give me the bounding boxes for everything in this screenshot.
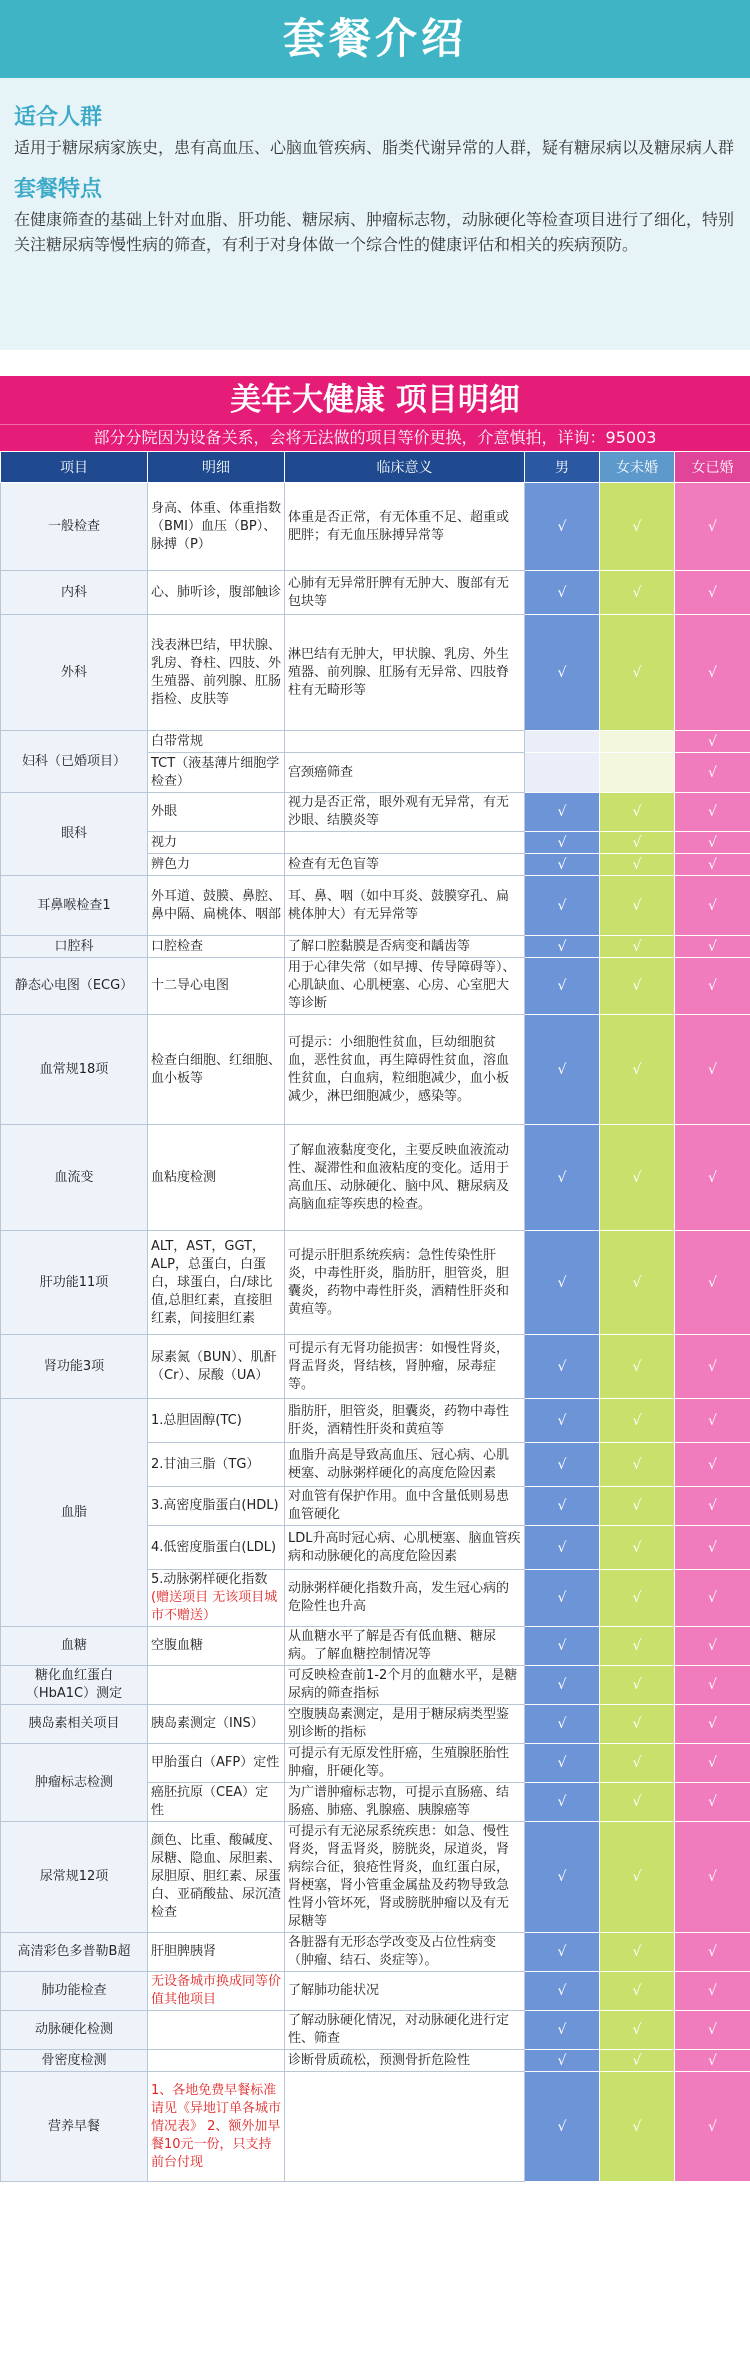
row-detail bbox=[148, 483, 285, 571]
row-item: 血流变 bbox=[1, 1125, 148, 1231]
table-row bbox=[1, 1822, 750, 1933]
row-item: 高清彩色多普勒B超 bbox=[1, 1933, 148, 1972]
row-meaning: 血脂升高是导致高血压、冠心病、心肌梗塞、动脉粥样硬化的高度危险因素 bbox=[285, 1443, 525, 1487]
header-detail: 明细 bbox=[148, 452, 285, 483]
check-female-married: √ bbox=[675, 936, 750, 958]
check-male: √ bbox=[525, 1972, 600, 2011]
row-detail-text: 视力 bbox=[151, 834, 178, 850]
row-item: 一般检查 bbox=[1, 483, 148, 571]
row-detail-text: 血粘度检测 bbox=[151, 1169, 217, 1185]
row-detail bbox=[148, 1015, 285, 1125]
row-detail-text: 心、肺听诊，腹部触诊 bbox=[151, 584, 282, 600]
page-header bbox=[0, 0, 750, 78]
table-row bbox=[1, 1231, 750, 1335]
check-female-single: √ bbox=[600, 1783, 675, 1822]
check-female-single: √ bbox=[600, 1399, 675, 1443]
check-female-single: √ bbox=[600, 615, 675, 731]
row-item: 肿瘤标志检测 bbox=[1, 1744, 148, 1822]
row-detail bbox=[148, 1231, 285, 1335]
check-female-married: √ bbox=[675, 1015, 750, 1125]
table-row bbox=[1, 2072, 750, 2182]
row-meaning: 可提示有无原发性肝癌，生殖腺胚胎性肿瘤，肝硬化等。 bbox=[285, 1744, 525, 1783]
check-male: √ bbox=[525, 2011, 600, 2050]
detail-title: 美年大健康 项目明细 bbox=[230, 382, 520, 418]
table-row bbox=[1, 1933, 750, 1972]
check-male: √ bbox=[525, 958, 600, 1015]
row-detail-note: 无设备城市换成同等价值其他项目 bbox=[151, 1974, 282, 2007]
table-row bbox=[1, 2011, 750, 2050]
row-detail bbox=[148, 793, 285, 832]
row-detail-note: 1、各地免费早餐标准请见《异地订单各城市情况表》 2、额外加早餐10元一份，只支持前台付现 bbox=[151, 2082, 282, 2170]
row-detail bbox=[148, 1705, 285, 1744]
table-row bbox=[1, 958, 750, 1015]
table-row bbox=[1, 2050, 750, 2072]
row-item: 眼科 bbox=[1, 793, 148, 876]
row-detail-text: 白带常规 bbox=[151, 733, 204, 749]
row-detail-text: 5.动脉粥样硬化指数 bbox=[151, 1572, 268, 1587]
row-detail-text: 肝胆脾胰肾 bbox=[151, 1944, 217, 1959]
row-meaning: 脂肪肝，胆管炎，胆囊炎，药物中毒性肝炎，酒精性肝炎和黄疸等 bbox=[285, 1399, 525, 1443]
check-female-single: √ bbox=[600, 936, 675, 958]
row-item: 动脉硬化检测 bbox=[1, 2011, 148, 2050]
table-row bbox=[1, 571, 750, 615]
check-female-married: √ bbox=[675, 1443, 750, 1487]
row-item: 胰岛素相关项目 bbox=[1, 1705, 148, 1744]
check-female-married: √ bbox=[675, 571, 750, 615]
row-meaning bbox=[285, 832, 525, 854]
header-male: 男 bbox=[525, 452, 600, 483]
check-male: √ bbox=[525, 854, 600, 876]
row-detail-text: TCT（液基薄片细胞学检查） bbox=[151, 755, 280, 789]
row-detail-text: 4.低密度脂蛋白(LDL) bbox=[151, 1539, 277, 1555]
row-meaning: 从血糖水平了解是否有低血糖、糖尿病。了解血糖控制情况等 bbox=[285, 1627, 525, 1666]
check-female-single: √ bbox=[600, 571, 675, 615]
check-female-married: √ bbox=[675, 1399, 750, 1443]
row-detail-text: 尿素氮（BUN）、肌酐（Cr）、尿酸（UA） bbox=[151, 1349, 277, 1383]
row-meaning: 检查有无色盲等 bbox=[285, 854, 525, 876]
check-female-married: √ bbox=[675, 1783, 750, 1822]
table-header-row bbox=[1, 452, 750, 483]
check-female-married: √ bbox=[675, 876, 750, 936]
row-meaning: 可提示有无泌尿系统疾患：如急、慢性肾炎，肾盂肾炎，膀胱炎，尿道炎，肾病综合征，狼疮性肾炎，血红蛋白尿，肾梗塞，肾小管重金属盐及药物导致急性肾小管坏死，肾或膀胱肿瘤以及有无尿糖等 bbox=[285, 1822, 525, 1933]
table-row bbox=[1, 1399, 750, 1443]
check-female-single: √ bbox=[600, 832, 675, 854]
row-item: 血脂 bbox=[1, 1399, 148, 1627]
check-female-married: √ bbox=[675, 1335, 750, 1399]
row-item: 营养早餐 bbox=[1, 2072, 148, 2182]
row-meaning: 用于心律失常（如早搏、传导障碍等）、心肌缺血、心肌梗塞、心房、心室肥大等诊断 bbox=[285, 958, 525, 1015]
row-item: 肺功能检查 bbox=[1, 1972, 148, 2011]
check-male: √ bbox=[525, 1487, 600, 1526]
row-meaning: 了解血液黏度变化，主要反映血液流动性、凝滞性和血液粘度的变化。适用于高血压、动脉硬化、脑中风、糖尿病及高脑血症等疾患的检查。 bbox=[285, 1125, 525, 1231]
row-detail-text: 外耳道、鼓膜、鼻腔、鼻中隔、扁桃体、咽部 bbox=[151, 888, 282, 922]
table-row bbox=[1, 731, 750, 753]
check-female-married: √ bbox=[675, 483, 750, 571]
check-female-single: √ bbox=[600, 1335, 675, 1399]
row-detail-note: (赠送项目 无该项目城市不赠送） bbox=[151, 1590, 278, 1623]
row-detail bbox=[148, 615, 285, 731]
check-female-single: √ bbox=[600, 1933, 675, 1972]
check-female-single: √ bbox=[600, 1705, 675, 1744]
check-female-married: √ bbox=[675, 832, 750, 854]
check-female-single: √ bbox=[600, 1015, 675, 1125]
row-detail bbox=[148, 1822, 285, 1933]
check-female-married: √ bbox=[675, 1972, 750, 2011]
check-female-single: √ bbox=[600, 1570, 675, 1627]
check-female-married: √ bbox=[675, 1125, 750, 1231]
check-male: √ bbox=[525, 1015, 600, 1125]
row-detail bbox=[148, 2011, 285, 2050]
check-female-married: √ bbox=[675, 1744, 750, 1783]
row-meaning bbox=[285, 731, 525, 753]
header-item: 项目 bbox=[1, 452, 148, 483]
row-detail bbox=[148, 832, 285, 854]
check-male: √ bbox=[525, 571, 600, 615]
table-row bbox=[1, 1627, 750, 1666]
row-meaning: 为广谱肿瘤标志物，可提示直肠癌、结肠癌、肺癌、乳腺癌、胰腺癌等 bbox=[285, 1783, 525, 1822]
row-detail bbox=[148, 1125, 285, 1231]
table-row bbox=[1, 793, 750, 832]
check-male bbox=[525, 753, 600, 793]
check-male: √ bbox=[525, 1822, 600, 1933]
header-meaning: 临床意义 bbox=[285, 452, 525, 483]
check-male: √ bbox=[525, 1705, 600, 1744]
check-male: √ bbox=[525, 483, 600, 571]
row-detail-text: 辨色力 bbox=[151, 856, 191, 872]
table-row bbox=[1, 1666, 750, 1705]
check-female-married: √ bbox=[675, 1666, 750, 1705]
detail-title-bar bbox=[0, 376, 750, 424]
table-row bbox=[1, 1705, 750, 1744]
check-female-single: √ bbox=[600, 1627, 675, 1666]
check-female-married: √ bbox=[675, 1627, 750, 1666]
check-male: √ bbox=[525, 1933, 600, 1972]
check-female-single: √ bbox=[600, 1125, 675, 1231]
row-meaning: 可提示：小细胞性贫血，巨幼细胞贫血，恶性贫血，再生障碍性贫血，溶血性贫血，白血病，粒细胞减少，血小板减少，淋巴细胞减少，感染等。 bbox=[285, 1015, 525, 1125]
table-row bbox=[1, 876, 750, 936]
notice-text: 部分分院因为设备关系，会将无法做的项目等价更换，介意慎拍，详询：95003 bbox=[93, 428, 657, 447]
check-female-single: √ bbox=[600, 1443, 675, 1487]
row-item: 糖化血红蛋白（HbA1C）测定 bbox=[1, 1666, 148, 1705]
check-female-married: √ bbox=[675, 1487, 750, 1526]
check-female-single: √ bbox=[600, 2011, 675, 2050]
row-item: 内科 bbox=[1, 571, 148, 615]
check-male: √ bbox=[525, 1443, 600, 1487]
table-row bbox=[1, 1015, 750, 1125]
check-female-married: √ bbox=[675, 1822, 750, 1933]
check-female-married: √ bbox=[675, 854, 750, 876]
check-male: √ bbox=[525, 615, 600, 731]
check-female-single: √ bbox=[600, 1972, 675, 2011]
header-female-single: 女未婚 bbox=[600, 452, 675, 483]
check-male: √ bbox=[525, 1570, 600, 1627]
table-row bbox=[1, 936, 750, 958]
check-male: √ bbox=[525, 876, 600, 936]
check-female-married: √ bbox=[675, 753, 750, 793]
table-row bbox=[1, 1972, 750, 2011]
check-female-married: √ bbox=[675, 1933, 750, 1972]
row-meaning: 体重是否正常，有无体重不足、超重或肥胖；有无血压脉搏异常等 bbox=[285, 483, 525, 571]
crowd-title: 适合人群 bbox=[14, 105, 103, 130]
row-detail bbox=[148, 753, 285, 793]
feature-title: 套餐特点 bbox=[14, 177, 103, 202]
check-female-single: √ bbox=[600, 1526, 675, 1570]
row-item: 静态心电图（ECG） bbox=[1, 958, 148, 1015]
row-meaning: 可反映检查前1-2个月的血糖水平，是糖尿病的筛查指标 bbox=[285, 1666, 525, 1705]
notice-bar bbox=[0, 424, 750, 451]
check-male: √ bbox=[525, 2050, 600, 2072]
row-meaning: 可提示肝胆系统疾病：急性传染性肝炎，中毒性肝炎，脂肪肝，胆管炎，胆囊炎，药物中毒性肝炎，酒精性肝炎和黄疸等。 bbox=[285, 1231, 525, 1335]
row-item: 尿常规12项 bbox=[1, 1822, 148, 1933]
check-male bbox=[525, 731, 600, 753]
row-detail-text: 胰岛素测定（INS） bbox=[151, 1716, 264, 1731]
row-meaning: 宫颈癌筛查 bbox=[285, 753, 525, 793]
row-meaning: 视力是否正常，眼外观有无异常，有无沙眼、结膜炎等 bbox=[285, 793, 525, 832]
row-item: 肝功能11项 bbox=[1, 1231, 148, 1335]
table-row bbox=[1, 1125, 750, 1231]
row-detail bbox=[148, 571, 285, 615]
row-item: 妇科（已婚项目） bbox=[1, 731, 148, 793]
row-meaning bbox=[285, 2072, 525, 2182]
table-row bbox=[1, 615, 750, 731]
check-male: √ bbox=[525, 832, 600, 854]
row-detail-text: 3.高密度脂蛋白(HDL) bbox=[151, 1498, 279, 1513]
row-meaning: 了解口腔黏膜是否病变和龋齿等 bbox=[285, 936, 525, 958]
row-meaning: 了解动脉硬化情况，对动脉硬化进行定性、筛查 bbox=[285, 2011, 525, 2050]
check-female-single: √ bbox=[600, 1666, 675, 1705]
row-detail bbox=[148, 1972, 285, 2011]
table-row bbox=[1, 1744, 750, 1783]
crowd-text: 适用于糖尿病家族史，患有高血压、心脑血管疾病、脂类代谢异常的人群，疑有糖尿病以及糖尿病人群 bbox=[14, 138, 735, 157]
row-meaning: 耳、鼻、咽（如中耳炎、鼓膜穿孔、扁桃体肿大）有无异常等 bbox=[285, 876, 525, 936]
check-male: √ bbox=[525, 1783, 600, 1822]
check-male: √ bbox=[525, 793, 600, 832]
intro-section bbox=[0, 78, 750, 350]
row-detail bbox=[148, 1526, 285, 1570]
check-male: √ bbox=[525, 936, 600, 958]
row-meaning: 对血管有保护作用。血中含量低则易患血管硬化 bbox=[285, 1487, 525, 1526]
row-detail bbox=[148, 958, 285, 1015]
check-female-single: √ bbox=[600, 2050, 675, 2072]
check-male: √ bbox=[525, 1627, 600, 1666]
check-female-single: √ bbox=[600, 2072, 675, 2182]
row-item: 耳鼻喉检查1 bbox=[1, 876, 148, 936]
items-table bbox=[0, 451, 750, 2182]
table-row bbox=[1, 1335, 750, 1399]
row-detail-text: 颜色、比重、酸碱度、尿糖、隐血、尿胆素、尿胆原、胆红素、尿蛋白、亚硝酸盐、尿沉渣检查 bbox=[151, 1833, 282, 1920]
row-meaning: 动脉粥样硬化指数升高，发生冠心病的危险性也升高 bbox=[285, 1570, 525, 1627]
check-female-married: √ bbox=[675, 615, 750, 731]
row-detail-text: ALT，AST，GGT，ALP，总蛋白，白蛋白，球蛋白，白/球比值,总胆红素，直接胆红素，间接胆红素 bbox=[151, 1238, 273, 1326]
row-detail-text: 空腹血糖 bbox=[151, 1638, 204, 1653]
row-detail-text: 十二导心电图 bbox=[151, 978, 230, 993]
row-detail bbox=[148, 876, 285, 936]
row-detail bbox=[148, 1933, 285, 1972]
row-item: 肾功能3项 bbox=[1, 1335, 148, 1399]
check-male: √ bbox=[525, 1744, 600, 1783]
row-meaning: 空腹胰岛素测定，是用于糖尿病类型鉴别诊断的指标 bbox=[285, 1705, 525, 1744]
row-detail bbox=[148, 1666, 285, 1705]
row-detail bbox=[148, 2050, 285, 2072]
check-female-single: √ bbox=[600, 854, 675, 876]
check-female-married: √ bbox=[675, 2072, 750, 2182]
row-detail-text: 浅表淋巴结，甲状腺、乳房、脊柱、四肢、外生殖器、前列腺、肛肠指检、皮肤等 bbox=[151, 637, 282, 707]
check-female-single: √ bbox=[600, 1744, 675, 1783]
row-detail-text: 癌胚抗原（CEA）定性 bbox=[151, 1785, 269, 1818]
check-female-single bbox=[600, 731, 675, 753]
row-detail bbox=[148, 1443, 285, 1487]
table-body bbox=[1, 483, 750, 2182]
row-item: 口腔科 bbox=[1, 936, 148, 958]
check-female-married: √ bbox=[675, 1705, 750, 1744]
row-item: 血常规18项 bbox=[1, 1015, 148, 1125]
row-detail bbox=[148, 1783, 285, 1822]
check-female-married: √ bbox=[675, 958, 750, 1015]
row-detail bbox=[148, 1399, 285, 1443]
check-male: √ bbox=[525, 1231, 600, 1335]
row-detail-text: 口腔检查 bbox=[151, 938, 204, 954]
check-male: √ bbox=[525, 1666, 600, 1705]
row-detail bbox=[148, 1627, 285, 1666]
row-detail-text: 1.总胆固醇(TC) bbox=[151, 1412, 242, 1428]
row-detail-text: 身高、体重、体重指数（BMI）血压（BP）、脉搏（P） bbox=[151, 500, 282, 552]
row-detail bbox=[148, 936, 285, 958]
feature-text: 在健康筛查的基础上针对血脂、肝功能、糖尿病、肿瘤标志物，动脉硬化等检查项目进行了细化，特别关注糖尿病等慢性病的筛查，有利于对身体做一个综合性的健康评估和相关的疾病预防。 bbox=[14, 210, 735, 254]
check-male: √ bbox=[525, 1335, 600, 1399]
row-meaning: 各脏器有无形态学改变及占位性病变（肿瘤、结石、炎症等）。 bbox=[285, 1933, 525, 1972]
check-female-single: √ bbox=[600, 1822, 675, 1933]
check-female-single: √ bbox=[600, 1231, 675, 1335]
check-female-single: √ bbox=[600, 876, 675, 936]
check-male: √ bbox=[525, 1399, 600, 1443]
row-detail bbox=[148, 2072, 285, 2182]
check-female-married: √ bbox=[675, 2011, 750, 2050]
check-female-married: √ bbox=[675, 1231, 750, 1335]
check-female-single: √ bbox=[600, 793, 675, 832]
row-detail-text: 检查白细胞、红细胞、血小板等 bbox=[151, 1052, 282, 1086]
check-female-single: √ bbox=[600, 1487, 675, 1526]
row-meaning: 心肺有无异常肝脾有无肿大、腹部有无包块等 bbox=[285, 571, 525, 615]
check-female-married: √ bbox=[675, 731, 750, 753]
row-meaning: 诊断骨质疏松，预测骨折危险性 bbox=[285, 2050, 525, 2072]
page-title: 套餐介绍 bbox=[282, 14, 467, 63]
header-female-married: 女已婚 bbox=[675, 452, 750, 483]
check-female-single bbox=[600, 753, 675, 793]
row-item: 骨密度检测 bbox=[1, 2050, 148, 2072]
check-male: √ bbox=[525, 1526, 600, 1570]
check-female-single: √ bbox=[600, 958, 675, 1015]
row-detail bbox=[148, 731, 285, 753]
check-female-married: √ bbox=[675, 1570, 750, 1627]
check-male: √ bbox=[525, 1125, 600, 1231]
row-detail bbox=[148, 1335, 285, 1399]
row-detail bbox=[148, 1487, 285, 1526]
table-row bbox=[1, 483, 750, 571]
row-detail-text: 甲胎蛋白（AFP）定性 bbox=[151, 1755, 280, 1770]
row-detail bbox=[148, 1570, 285, 1627]
row-meaning: 可提示有无肾功能损害：如慢性肾炎，肾盂肾炎，肾结核，肾肿瘤，尿毒症等。 bbox=[285, 1335, 525, 1399]
row-item: 外科 bbox=[1, 615, 148, 731]
row-meaning: LDL升高时冠心病、心肌梗塞、脑血管疾病和动脉硬化的高度危险因素 bbox=[285, 1526, 525, 1570]
check-female-married: √ bbox=[675, 793, 750, 832]
row-meaning: 了解肺功能状况 bbox=[285, 1972, 525, 2011]
row-detail bbox=[148, 854, 285, 876]
row-item: 血糖 bbox=[1, 1627, 148, 1666]
row-meaning: 淋巴结有无肿大，甲状腺、乳房、外生殖器、前列腺、肛肠有无异常、四肢脊柱有无畸形等 bbox=[285, 615, 525, 731]
check-male: √ bbox=[525, 2072, 600, 2182]
row-detail bbox=[148, 1744, 285, 1783]
check-female-married: √ bbox=[675, 1526, 750, 1570]
check-female-married: √ bbox=[675, 2050, 750, 2072]
check-female-single: √ bbox=[600, 483, 675, 571]
row-detail-text: 2.甘油三脂（TG） bbox=[151, 1456, 260, 1472]
row-detail-text: 外眼 bbox=[151, 804, 178, 819]
section-spacer bbox=[0, 350, 750, 376]
